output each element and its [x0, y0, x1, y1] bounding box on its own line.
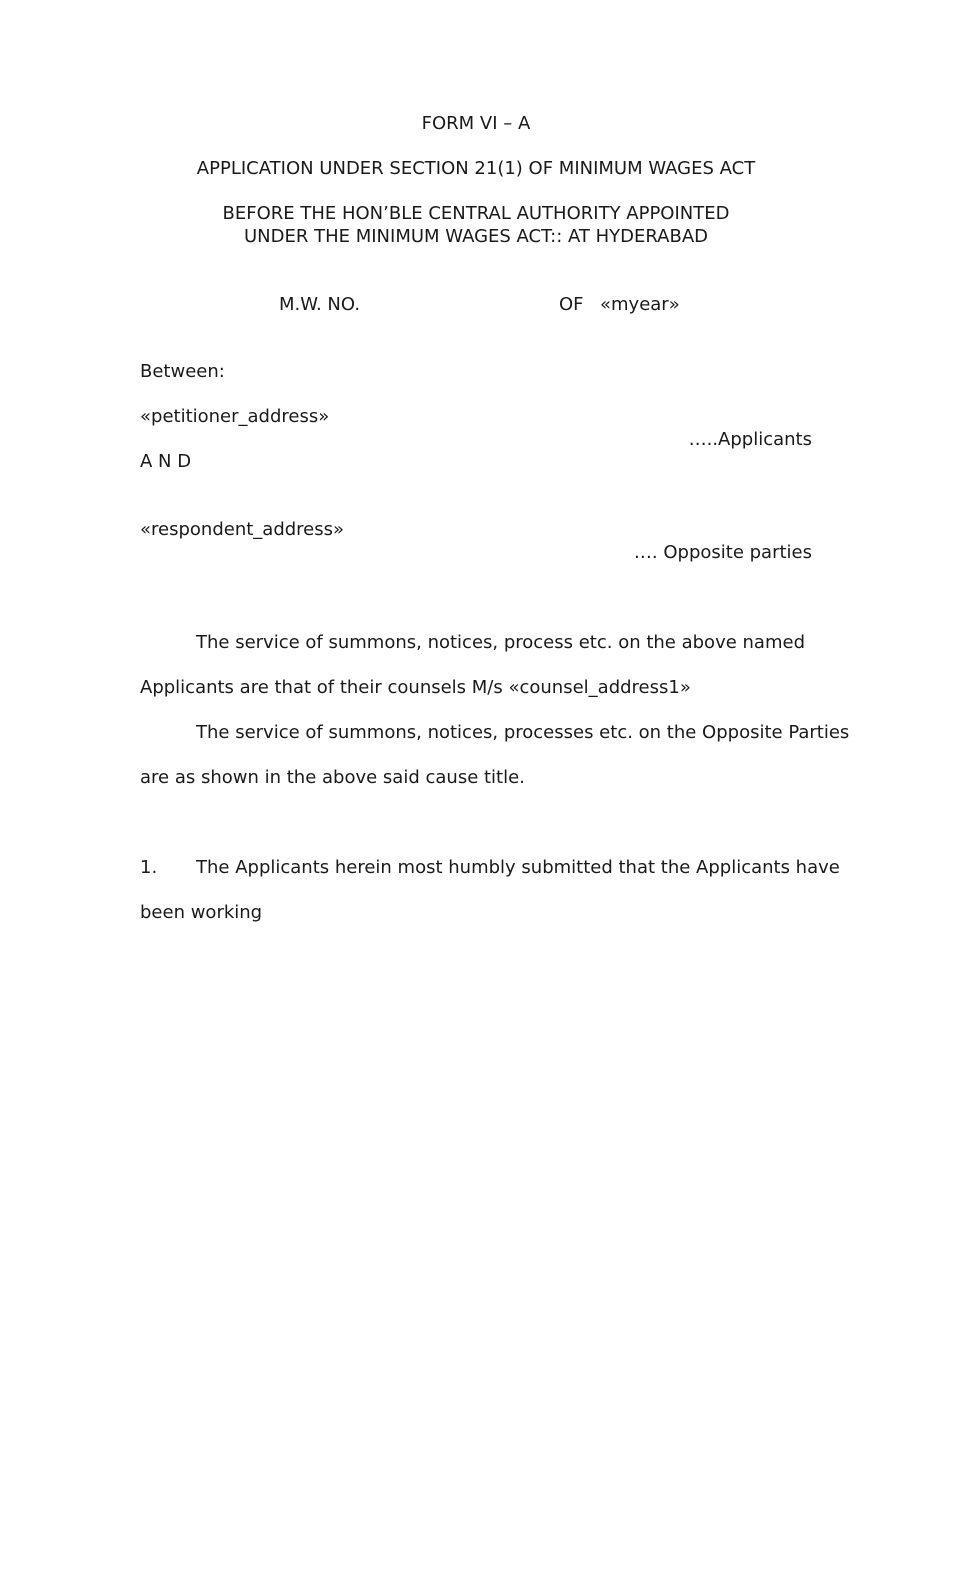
of-label: OF: [559, 294, 584, 315]
service-para1-line1: The service of summons, notices, process etc. on the above named: [196, 632, 805, 653]
opposite-parties-label: …. Opposite parties: [633, 542, 812, 563]
respondent-address-field: «respondent_address»: [140, 519, 345, 540]
service-para2-line1: The service of summons, notices, processes etc. on the Opposite Parties: [196, 722, 850, 743]
service-para1-line2: Applicants are that of their counsels M/s «counsel_address1»: [140, 677, 691, 698]
authority-line-1: BEFORE THE HON’BLE CENTRAL AUTHORITY APPOINTED: [222, 203, 730, 224]
item-text-line1: The Applicants herein most humbly submitted that the Applicants have: [196, 857, 840, 878]
item-number: 1.: [140, 857, 158, 878]
mw-number-label: M.W. NO.: [279, 294, 361, 315]
service-para2-line2: are as shown in the above said cause title.: [140, 767, 525, 788]
authority-line-2: UNDER THE MINIMUM WAGES ACT:: AT HYDERABAD: [243, 226, 709, 247]
and-label: A N D: [140, 451, 192, 472]
between-label: Between:: [140, 361, 225, 382]
applicants-label: …..Applicants: [688, 429, 812, 450]
year-field: «myear»: [600, 294, 680, 315]
petitioner-address-field: «petitioner_address»: [140, 406, 330, 427]
form-title: FORM VI – A: [421, 113, 531, 134]
item-text-line2: been working: [140, 902, 263, 923]
application-title: APPLICATION UNDER SECTION 21(1) OF MINIMUM WAGES ACT: [196, 158, 756, 179]
